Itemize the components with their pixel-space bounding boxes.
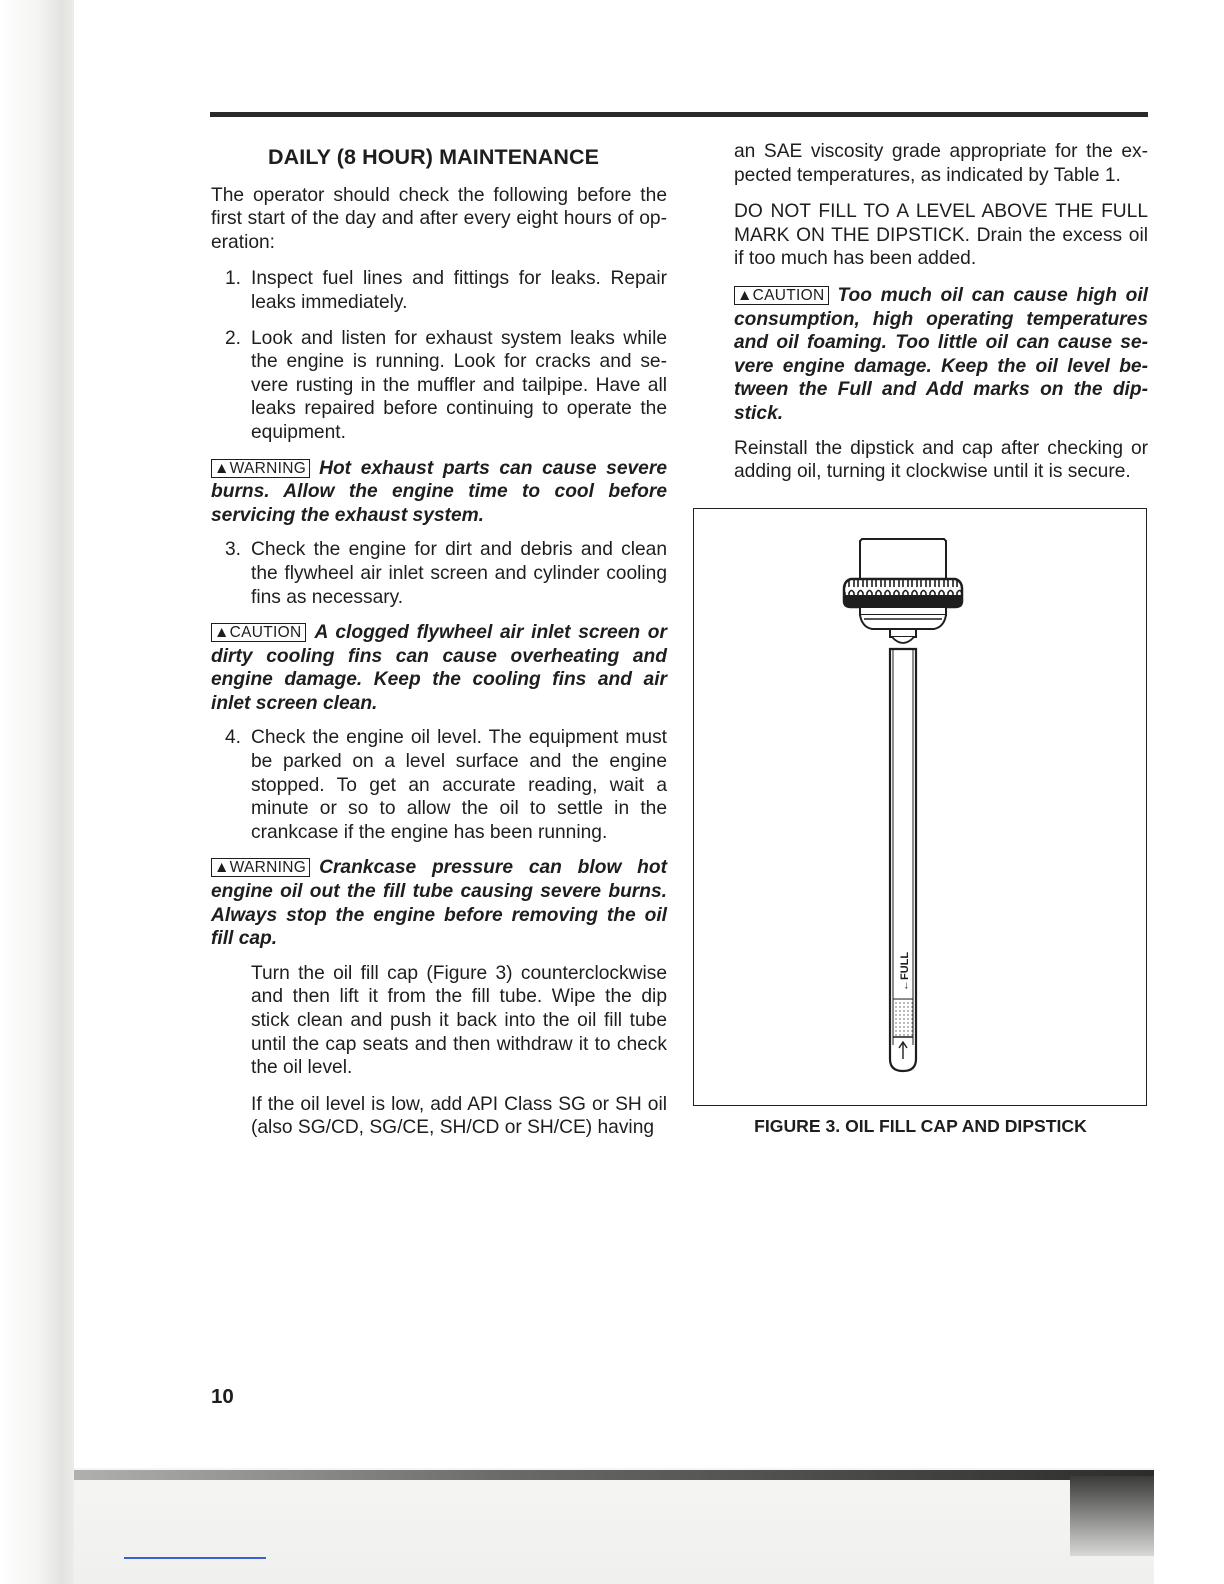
list-number: 2. xyxy=(225,327,242,349)
dipstick-blade-icon xyxy=(890,629,916,1071)
figure-oil-fill-cap xyxy=(693,508,1147,1106)
page-bottom-margin xyxy=(74,1468,1154,1584)
badge-label: WARNING xyxy=(229,459,307,477)
knurled-grip-icon xyxy=(844,579,962,607)
caution-cooling-fins xyxy=(211,621,667,715)
page-left-margin xyxy=(0,0,74,1584)
warning-crankcase-pressure xyxy=(211,856,667,950)
list-text: Check the engine for dirt and debris and clean the flywheel air inlet screen and cylinder cooling fins as necessary. xyxy=(251,539,667,608)
list-item-3 xyxy=(211,538,667,609)
paragraph-reinstall: Reinstall the dipstick and cap after checking or adding oil, turning it clockwise until it is secure. xyxy=(734,437,1148,483)
paragraph-oil-low: If the oil level is low, add API Class SG or SH oil (also SG/CD, SG/CE, SH/CD or SH/CE) having xyxy=(251,1093,667,1139)
dipstick-illustration xyxy=(694,509,1146,1105)
caution-triangle-icon: ▲ xyxy=(737,286,753,304)
paragraph-turn-cap: Turn the oil fill cap (Figure 3) counterclockwise and then lift it from the fill tube. Wipe the dip stick clean and push it back into the oil fill tube until the cap seats and then withdraw it to check the oil level. xyxy=(251,962,667,1079)
page-bottom-edge xyxy=(74,1470,1154,1480)
cap-top-icon xyxy=(860,539,946,579)
page-corner-shadow xyxy=(1070,1476,1154,1556)
left-column xyxy=(211,140,667,1153)
header-rule xyxy=(210,112,1148,117)
warning-badge xyxy=(211,858,310,877)
list-text: Look and listen for exhaust system leaks while the engine is running. Look for cracks and severe rusting in the muffler and tailpipe. Have all leaks repaired before continuing to operate the equipment. xyxy=(251,327,667,443)
paragraph-do-not-overfill: DO NOT FILL TO A LEVEL ABOVE THE FULL MARK ON THE DIPSTICK. Drain the excess oil if too much has been added. xyxy=(734,201,1148,270)
right-column xyxy=(734,140,1148,497)
caution-badge xyxy=(211,623,306,642)
warning-hot-exhaust xyxy=(211,457,667,528)
page-number: 10 xyxy=(211,1385,234,1408)
alert-text: A clogged flywheel air inlet screen or dirty cooling fins can cause overheating and engine damage. Keep the cooling fins and air inlet screen clean. xyxy=(211,622,667,714)
list-number: 3. xyxy=(225,539,242,561)
alert-text: Crankcase pressure can blow hot engine oil out the fill tube causing severe burns. Always stop the engine before removing the oil fill cap. xyxy=(211,857,667,950)
list-number: 1. xyxy=(225,268,242,290)
badge-label: CAUTION xyxy=(752,286,825,304)
list-item-2 xyxy=(211,327,667,445)
caution-badge xyxy=(734,286,829,305)
alert-text: Hot exhaust parts can cause severe burns. Allow the engine time to cool before servicing the exhaust system. xyxy=(211,457,667,526)
list-text: Check the engine oil level. The equipment must be parked on a level surface and the engine stopped. To get an accurate reading, wait a minute or so to allow the oil to settle in the crankcase if the engine has been running. xyxy=(251,727,667,843)
warning-triangle-icon: ▲ xyxy=(214,859,230,877)
cap-seal-icon xyxy=(860,607,946,629)
alert-text: Too much oil can cause high oil consumption, high operating temperatures and oil foaming. Too little oil can cause severe engine damage. Keep the oil level between the Full and Add marks on the dipstick. xyxy=(734,284,1148,424)
section-heading: DAILY (8 HOUR) MAINTENANCE xyxy=(268,145,600,169)
intro-paragraph: The operator should check the following before the first start of the day and after every eight hours of operation: xyxy=(211,184,667,253)
caution-oil-level xyxy=(734,284,1148,426)
warning-triangle-icon: ▲ xyxy=(214,459,230,477)
paragraph-sae-grade: an SAE viscosity grade appropriate for the expected temperatures, as indicated by Table 1. xyxy=(734,141,1148,186)
list-item-1 xyxy=(211,267,667,314)
badge-label: WARNING xyxy=(229,859,307,877)
figure-caption: FIGURE 3. OIL FILL CAP AND DIPSTICK xyxy=(754,1116,1087,1136)
caution-triangle-icon: ▲ xyxy=(214,624,230,642)
list-item-4 xyxy=(211,726,667,844)
list-text: Inspect fuel lines and fittings for leaks. Repair leaks immediately. xyxy=(251,268,667,313)
bottom-link-underline xyxy=(124,1557,266,1559)
full-mark-label: ←FULL xyxy=(899,951,911,991)
list-number: 4. xyxy=(225,727,242,749)
warning-badge xyxy=(211,459,310,478)
badge-label: CAUTION xyxy=(229,624,302,642)
